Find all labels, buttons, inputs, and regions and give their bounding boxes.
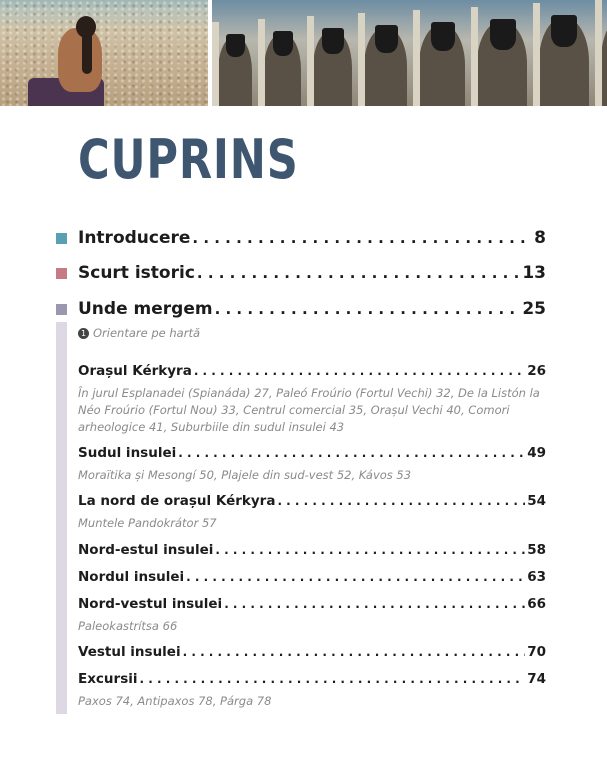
toc-entry-page: 49 (527, 445, 546, 461)
map-number-icon: 1 (78, 328, 89, 339)
toc-section[interactable] (78, 228, 546, 248)
toc-entry-page: 63 (527, 569, 546, 585)
toc-entry[interactable] (78, 596, 546, 612)
toc-entry[interactable] (78, 493, 546, 509)
toc-entry-page: 26 (527, 363, 546, 379)
page-title: CUPRINS (78, 128, 299, 191)
toc-section-label: Scurt istoric (78, 263, 195, 283)
toc-section-page: 8 (534, 228, 546, 248)
intro-marker (56, 233, 67, 244)
toc-section-label: Introducere (78, 228, 191, 248)
toc-section-page: 25 (522, 299, 546, 319)
toc-entry[interactable] (78, 445, 546, 461)
toc-entry-desc: Muntele Pandokrátor 57 (78, 516, 217, 530)
toc-entry-page: 70 (527, 644, 546, 660)
toc-entry-page: 66 (527, 596, 546, 612)
toc-entry-label: Nordul insulei (78, 569, 185, 585)
toc-section[interactable] (78, 263, 546, 283)
toc-section-page: 13 (522, 263, 546, 283)
where-marker (56, 304, 67, 315)
toc-entry-label: La nord de orașul Kérkyra (78, 493, 276, 509)
map-note-text: Orientare pe hartă (93, 326, 201, 340)
toc-entry-label: Sudul insulei (78, 445, 177, 461)
map-note (78, 326, 200, 340)
toc-entry[interactable] (78, 363, 546, 379)
history-marker (56, 268, 67, 279)
toc-section-label: Unde mergem (78, 299, 213, 319)
toc-entry[interactable] (78, 542, 546, 558)
toc-entry-desc: Moraïtika și Mesongí 50, Plajele din sud-vest 52, Kávos 53 (78, 468, 412, 482)
toc-entry-label: Nord-vestul insulei (78, 596, 223, 612)
toc-entry[interactable] (78, 569, 546, 585)
toc-entry-desc: Paxos 74, Antipaxos 78, Párga 78 (78, 694, 272, 708)
toc-entry[interactable] (78, 644, 546, 660)
toc-entry-label: Orașul Kérkyra (78, 363, 192, 379)
toc-entry-page: 58 (527, 542, 546, 558)
toc-entry-label: Vestul insulei (78, 644, 181, 660)
toc-entry-label: Nord-estul insulei (78, 542, 214, 558)
toc-entry-label: Excursii (78, 671, 138, 687)
toc-entry-desc: Paleokastrítsa 66 (78, 619, 178, 633)
section-bar (56, 322, 67, 714)
toc-entry-desc: În jurul Esplanadei (Spianáda) 27, Paleó Froúrio (Fortul Vechi) 32, De la Listón la Néo Froúrio (Fortul Nou) 33, Centrul comercial 35, Orașul Vechi 40, Comori arheologice 41, Suburbiile din sudul insulei 43 (78, 386, 540, 434)
toc-entry[interactable] (78, 671, 546, 687)
toc-entry-page: 54 (527, 493, 546, 509)
toc-section[interactable] (78, 299, 546, 319)
toc-entry-page: 74 (527, 671, 546, 687)
